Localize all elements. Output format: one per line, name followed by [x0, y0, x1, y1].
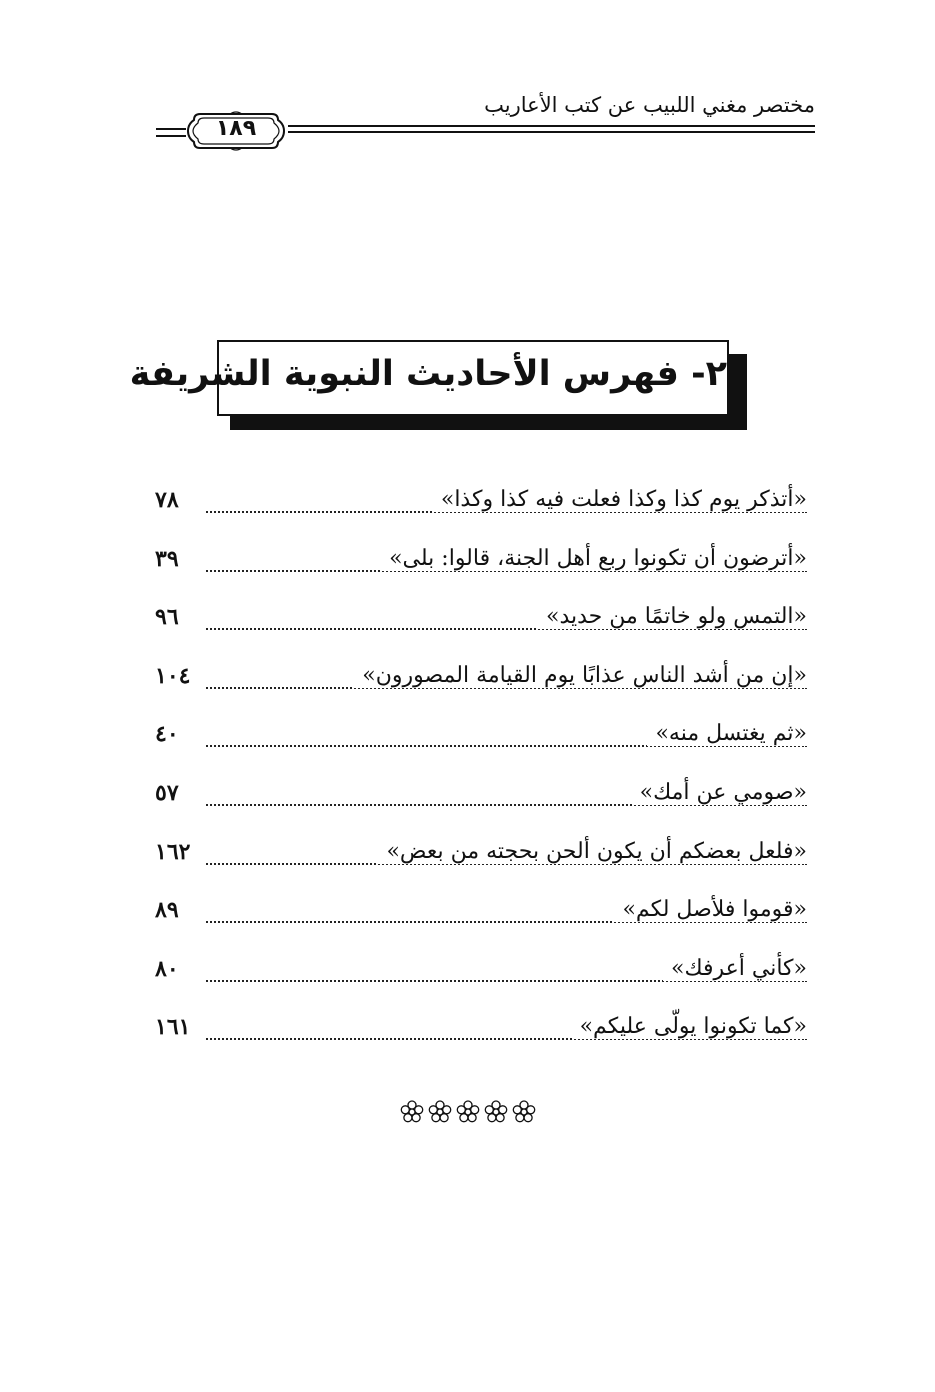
entry-page-number: ١٦٢: [155, 839, 205, 865]
entry-page-number: ٨٠: [155, 956, 205, 982]
entry-text: «كأني أعرفك»: [663, 956, 807, 981]
flower-ornament-icon: [427, 1099, 453, 1129]
running-title: مختصر مغني اللبيب عن كتب الأعاريب: [484, 93, 815, 117]
flower-ornament-icon: [399, 1099, 425, 1129]
section-title-box: [129, 340, 729, 416]
entry-text: «كما تكونوا يولّى عليكم»: [572, 1014, 807, 1039]
entry-page-number: ٤٠: [155, 721, 205, 747]
index-entry: [155, 487, 807, 546]
entry-text: «ثم يغتسل منه»: [647, 721, 807, 746]
flower-ornament-icon: [455, 1099, 481, 1129]
page-number-badge: [186, 110, 286, 152]
hadith-index-list: [155, 487, 807, 1073]
entry-text: «قوموا فلأصل لكم»: [614, 897, 807, 922]
index-entry: [155, 604, 807, 663]
entry-text: «التمس ولو خاتمًا من حديد»: [538, 604, 807, 629]
entry-page-number: ٥٧: [155, 780, 205, 806]
entry-text: «فلعل بعضكم أن يكون ألحن بحجته من بعض»: [378, 839, 807, 864]
entry-page-number: ٧٨: [155, 487, 205, 513]
header-rule-left-top: [156, 128, 186, 130]
entry-page-number: ١٠٤: [155, 663, 205, 689]
index-entry: [155, 780, 807, 839]
entry-page-number: ٨٩: [155, 897, 205, 923]
end-ornaments: [0, 1099, 935, 1129]
entry-text: «إن من أشد الناس عذابًا يوم القيامة المصورون»: [354, 663, 807, 688]
index-entry: [155, 663, 807, 722]
index-entry: [155, 956, 807, 1015]
index-entry: [155, 721, 807, 780]
entry-text: «صومي عن أمك»: [632, 780, 807, 805]
section-title: ٢- فهرس الأحاديث النبوية الشريفة: [129, 354, 727, 394]
entry-page-number: ٣٩: [155, 546, 205, 572]
index-entry: [155, 839, 807, 898]
entry-page-number: ١٦١: [155, 1014, 205, 1040]
page-number: ١٨٩: [215, 116, 257, 141]
flower-ornament-icon: [483, 1099, 509, 1129]
header-rule-left-bottom: [156, 135, 186, 137]
header-rule: [288, 125, 815, 133]
entry-text: «أتذكر يوم كذا وكذا فعلت فيه كذا وكذا»: [433, 487, 807, 512]
entry-text: «أترضون أن تكونوا ربع أهل الجنة، قالوا: بلى»: [381, 546, 807, 571]
index-entry: [155, 546, 807, 605]
entry-page-number: ٩٦: [155, 604, 205, 630]
flower-ornament-icon: [511, 1099, 537, 1129]
index-entry: [155, 897, 807, 956]
index-entry: [155, 1014, 807, 1073]
